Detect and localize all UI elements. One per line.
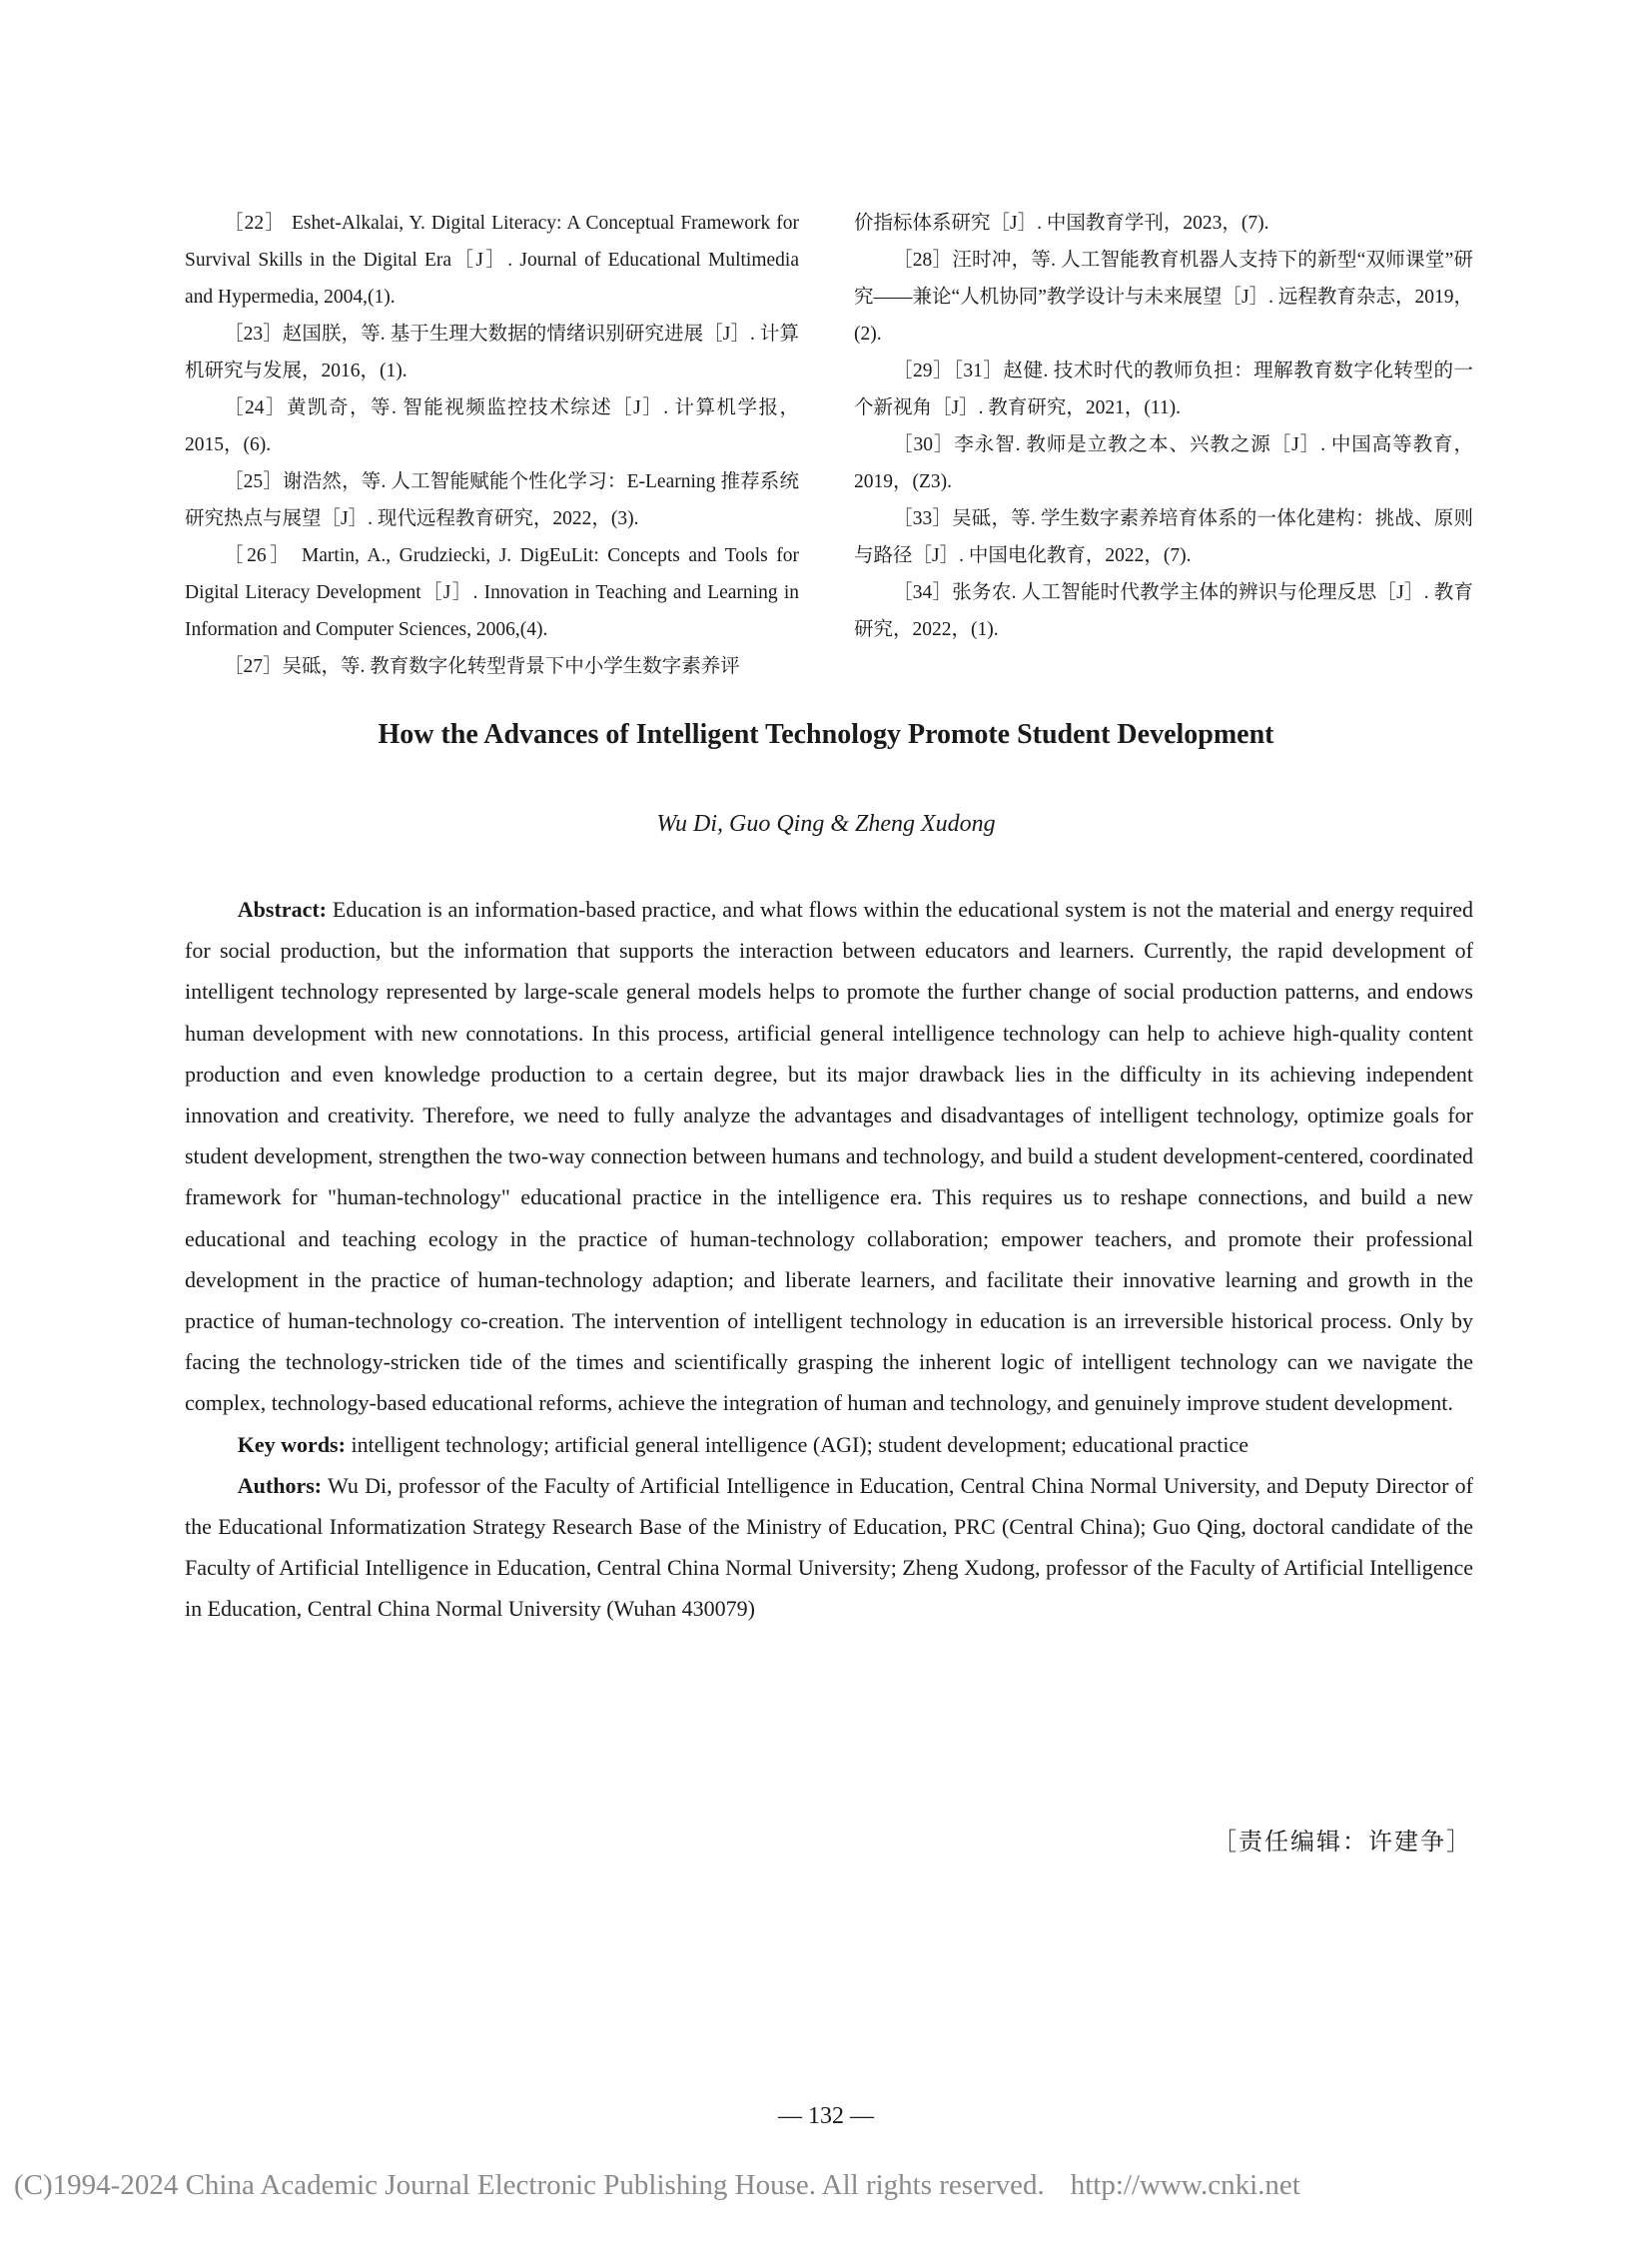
reference-entry: ［26］ Martin, A., Grudziecki, J. DigEuLit: Concepts and Tools for Digital Literacy Development［J］. Innovation in Teaching and Learning in Information and Computer Sciences, 2006,(4). [185, 545, 799, 640]
author-info-text: Wu Di, professor of the Faculty of Artificial Intelligence in Education, Central China Normal University, and Deputy Director of the Educational Informatization Strategy Research Base of the Ministry of Education, PRC (Central China); Guo Qing, doctoral candidate of the Faculty of Artificial Intelligence in Education, Central China Normal University; Zheng Xudong, professor of the Faculty of Artificial Intelligence in Education, Central China Normal University (Wuhan 430079) [185, 1472, 1473, 1622]
reference-entry-continuation: 价指标体系研究［J］. 中国教育学刊，2023，(7). [854, 213, 1269, 234]
reference-entry: ［24］黄凯奇，等. 智能视频监控技术综述［J］. 计算机学报，2015，(6). [185, 397, 799, 455]
reference-entry: ［34］张务农. 人工智能时代教学主体的辨识与伦理反思［J］. 教育研究，2022，(1). [854, 582, 1473, 640]
reference-entry: ［29］［31］赵健. 技术时代的教师负担：理解教育数字化转型的一个新视角［J］. 教育研究，2021，(11). [854, 361, 1473, 418]
keywords-text: intelligent technology; artificial general intelligence (AGI); student development; educational practice [351, 1431, 1249, 1457]
references-left-column [185, 205, 799, 685]
references-section [185, 205, 1473, 685]
copyright-text: (C)1994-2024 China Academic Journal Electronic Publishing House. All rights reserved. [14, 2169, 1045, 2201]
author-info-paragraph [185, 1465, 1473, 1630]
article-authors: Wu Di, Guo Qing & Zheng Xudong [656, 811, 996, 837]
abstract-text: Education is an information-based practice, and what flows within the educational system is not the material and energy required for social production, but the information that supports the interaction between educators and learners. Currently, the rapid development of intelligent technology represented by large-scale general models helps to promote the further change of social production patterns, and endows human development with new connotations. In this process, artificial general intelligence technology can help to achieve high-quality content production and even knowledge production to a certain degree, but its major drawback lies in the difficulty in its achieving independent innovation and creativity. Therefore, we need to fully analyze the advantages and disadvantages of intelligent technology, optimize goals for student development, strengthen the two-way connection between humans and technology, and build a student development-centered, coordinated framework for "human-technology" educational practice in the intelligence era. This requires us to reshape connections, and build a new educational and teaching ecology in the practice of human-technology collaboration; empower teachers, and promote their professional development in the practice of human-technology adaption; and liberate learners, and facilitate their innovative learning and growth in the practice of human-technology co-creation. The intervention of intelligent technology in education is an irreversible historical process. Only by facing the technology-stricken tide of the times and scientifically grasping the inherent logic of intelligent technology can we navigate the complex, technology-based educational reforms, achieve the integration of human and technology, and genuinely improve student development. [185, 897, 1473, 1416]
reference-entry: ［30］李永智. 教师是立教之本、兴教之源［J］. 中国高等教育，2019，(Z3). [854, 434, 1473, 492]
footer-url[interactable]: http://www.cnki.net [1070, 2169, 1300, 2201]
page-number: — 132 — [778, 2103, 874, 2129]
reference-entry: ［33］吴砥，等. 学生数字素养培育体系的一体化建构：挑战、原则与路径［J］. 中国电化教育，2022，(7). [854, 508, 1473, 566]
abstract-paragraph [185, 889, 1473, 1424]
abstract-section [185, 889, 1473, 1630]
article-title: How the Advances of Intelligent Technology Promote Student Development [378, 719, 1274, 750]
abstract-label: Abstract: [237, 897, 327, 922]
responsible-editor: ［责任编辑：许建争］ [1213, 1828, 1472, 1856]
references-right-column [854, 205, 1473, 685]
copyright-footer [14, 2169, 1652, 2202]
keywords-label: Key words: [237, 1431, 346, 1457]
reference-entry: ［27］吴砥，等. 教育数字化转型背景下中小学生数字素养评 [224, 656, 740, 677]
reference-entry: ［23］赵国朕，等. 基于生理大数据的情绪识别研究进展［J］. 计算机研究与发展，2016，(1). [185, 324, 799, 381]
author-info-label: Authors: [237, 1472, 323, 1498]
reference-entry: ［22］ Eshet-Alkalai, Y. Digital Literacy: A Conceptual Framework for Survival Skills in the Digital Era［J］. Journal of Educational Multimedia and Hypermedia, 2004,(1). [185, 213, 799, 308]
reference-entry: ［28］汪时冲，等. 人工智能教育机器人支持下的新型“双师课堂”研究——兼论“人机协同”教学设计与未来展望［J］. 远程教育杂志，2019，(2). [854, 250, 1473, 345]
keywords-paragraph [185, 1424, 1473, 1465]
reference-entry: ［25］谢浩然，等. 人工智能赋能个性化学习：E-Learning 推荐系统研究热点与展望［J］. 现代远程教育研究，2022，(3). [185, 471, 799, 529]
